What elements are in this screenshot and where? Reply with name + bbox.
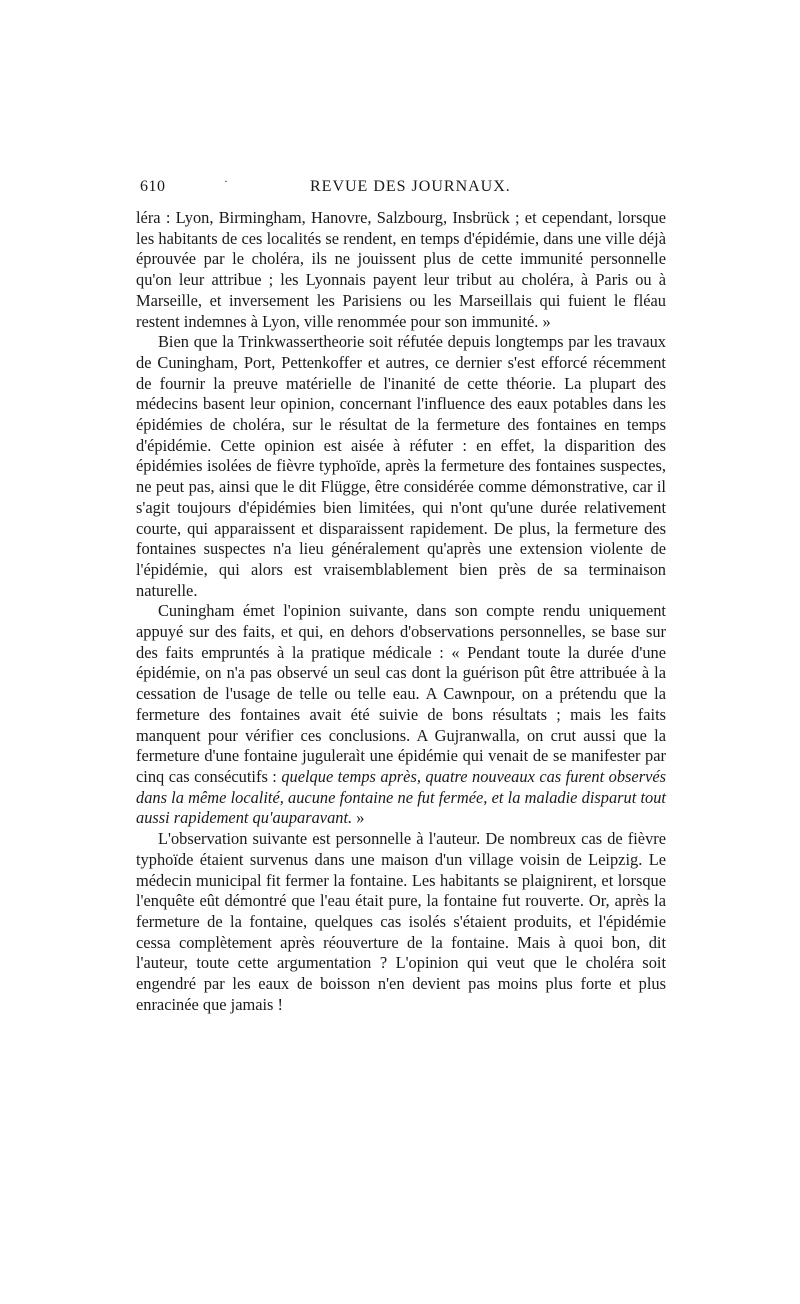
paragraph-1: léra : Lyon, Birmingham, Hanovre, Salzbourg, Insbrück ; et cependant, lorsque les habitants de ces localités se rendent, en temps d'épidémie, dans une ville déjà éprouvée par le choléra, ils ne jouissent plus de cette immunité personnelle qu'on leur attribue ; les Lyonnais payent leur tribut au choléra, à Paris ou à Marseille, et inversement les Parisiens ou les Marseillais qui fuient le fléau restent indemnes à Lyon, ville renommée pour son immunité. »	[136, 208, 666, 331]
paragraph-3-text: Cuningham émet l'opinion suivante, dans son compte rendu uniquement appuyé sur des faits, et qui, en dehors d'observations personnelles, se base sur des faits empruntés à la pratique médicale : « Pendant toute la durée d'une épidémie, on n'a pas observé un seul cas dont la guérison pût être attribuée à la cessation de l'usage de telle ou telle eau. A Cawnpour, on a prétendu que la fermeture des fontaines avait été suivie de bons résultats ; mais les faits manquent pour vérifier ces conclusions. A Gujranwalla, on crut aussi que la fermeture d'une fontaine juguleraìt une épidémie qui venait de se manifester par cinq cas consécutifs :	[136, 601, 666, 786]
document-page	[136, 174, 667, 1015]
running-head	[136, 174, 666, 208]
body-text	[136, 208, 666, 1015]
header-mark: ·	[224, 174, 229, 188]
paragraph-3-italic-quote: quelque temps après, quatre nouveaux cas furent observés dans la même localité, aucune fontaine ne fut fermée, et la maladie disparut tout aussi rapidement qu'auparavant.	[136, 766, 667, 828]
paragraph-4: L'observation suivante est personnelle à l'auteur. De nombreux cas de fièvre typhoïde étaient survenus dans une maison d'un village voisin de Leipzig. Le médecin municipal fit fermer la fontaine. Les habitants se plaignirent, et lorsque l'enquête eût démontré que l'eau était pure, la fontaine fut rouverte. Or, après la fermeture de la fontaine, quelques cas isolés s'étaient produits, et l'épidémie cessa complètement après réouverture de la fontaine. Mais à quoi bon, dit l'auteur, toute cette argumentation ? L'opinion qui veut que le choléra soit engendré par les eaux de boisson n'en devient pas moins plus forte et plus enracinée que jamais !	[136, 829, 666, 1014]
page-number: 610	[140, 178, 166, 195]
paragraph-3	[136, 601, 666, 829]
journal-title: REVUE DES JOURNAUX.	[310, 178, 511, 195]
paragraph-2: Bien que la Trinkwassertheorie soit réfutée depuis longtemps par les travaux de Cuningham, Port, Pettenkoffer et autres, ce dernier s'est efforcé récemment de fournir la preuve matérielle de l'inanité de cette théorie. La plupart des médecins basent leur opinion, concernant l'influence des eaux potables dans les épidémies de choléra, sur le résultat de la fermeture des fontaines en temps d'épidémie. Cette opinion est aisée à réfuter : en effet, la disparition des épidémies isolées de fièvre typhoïde, après la fermeture des fontaines suspectes, ne peut pas, ainsi que le dit Flügge, être considérée comme démonstrative, car il s'agit toujours d'épidémies bien limitées, qui n'ont qu'une durée relativement courte, qui apparaissent et disparaissent rapidement. De plus, la fermeture des fontaines suspectes n'a lieu généralement qu'après une extension violente de l'épidémie, qui alors est vraisemblablement bien près de sa terminaison naturelle.	[136, 332, 666, 600]
paragraph-3-closing-quote: »	[352, 808, 365, 828]
